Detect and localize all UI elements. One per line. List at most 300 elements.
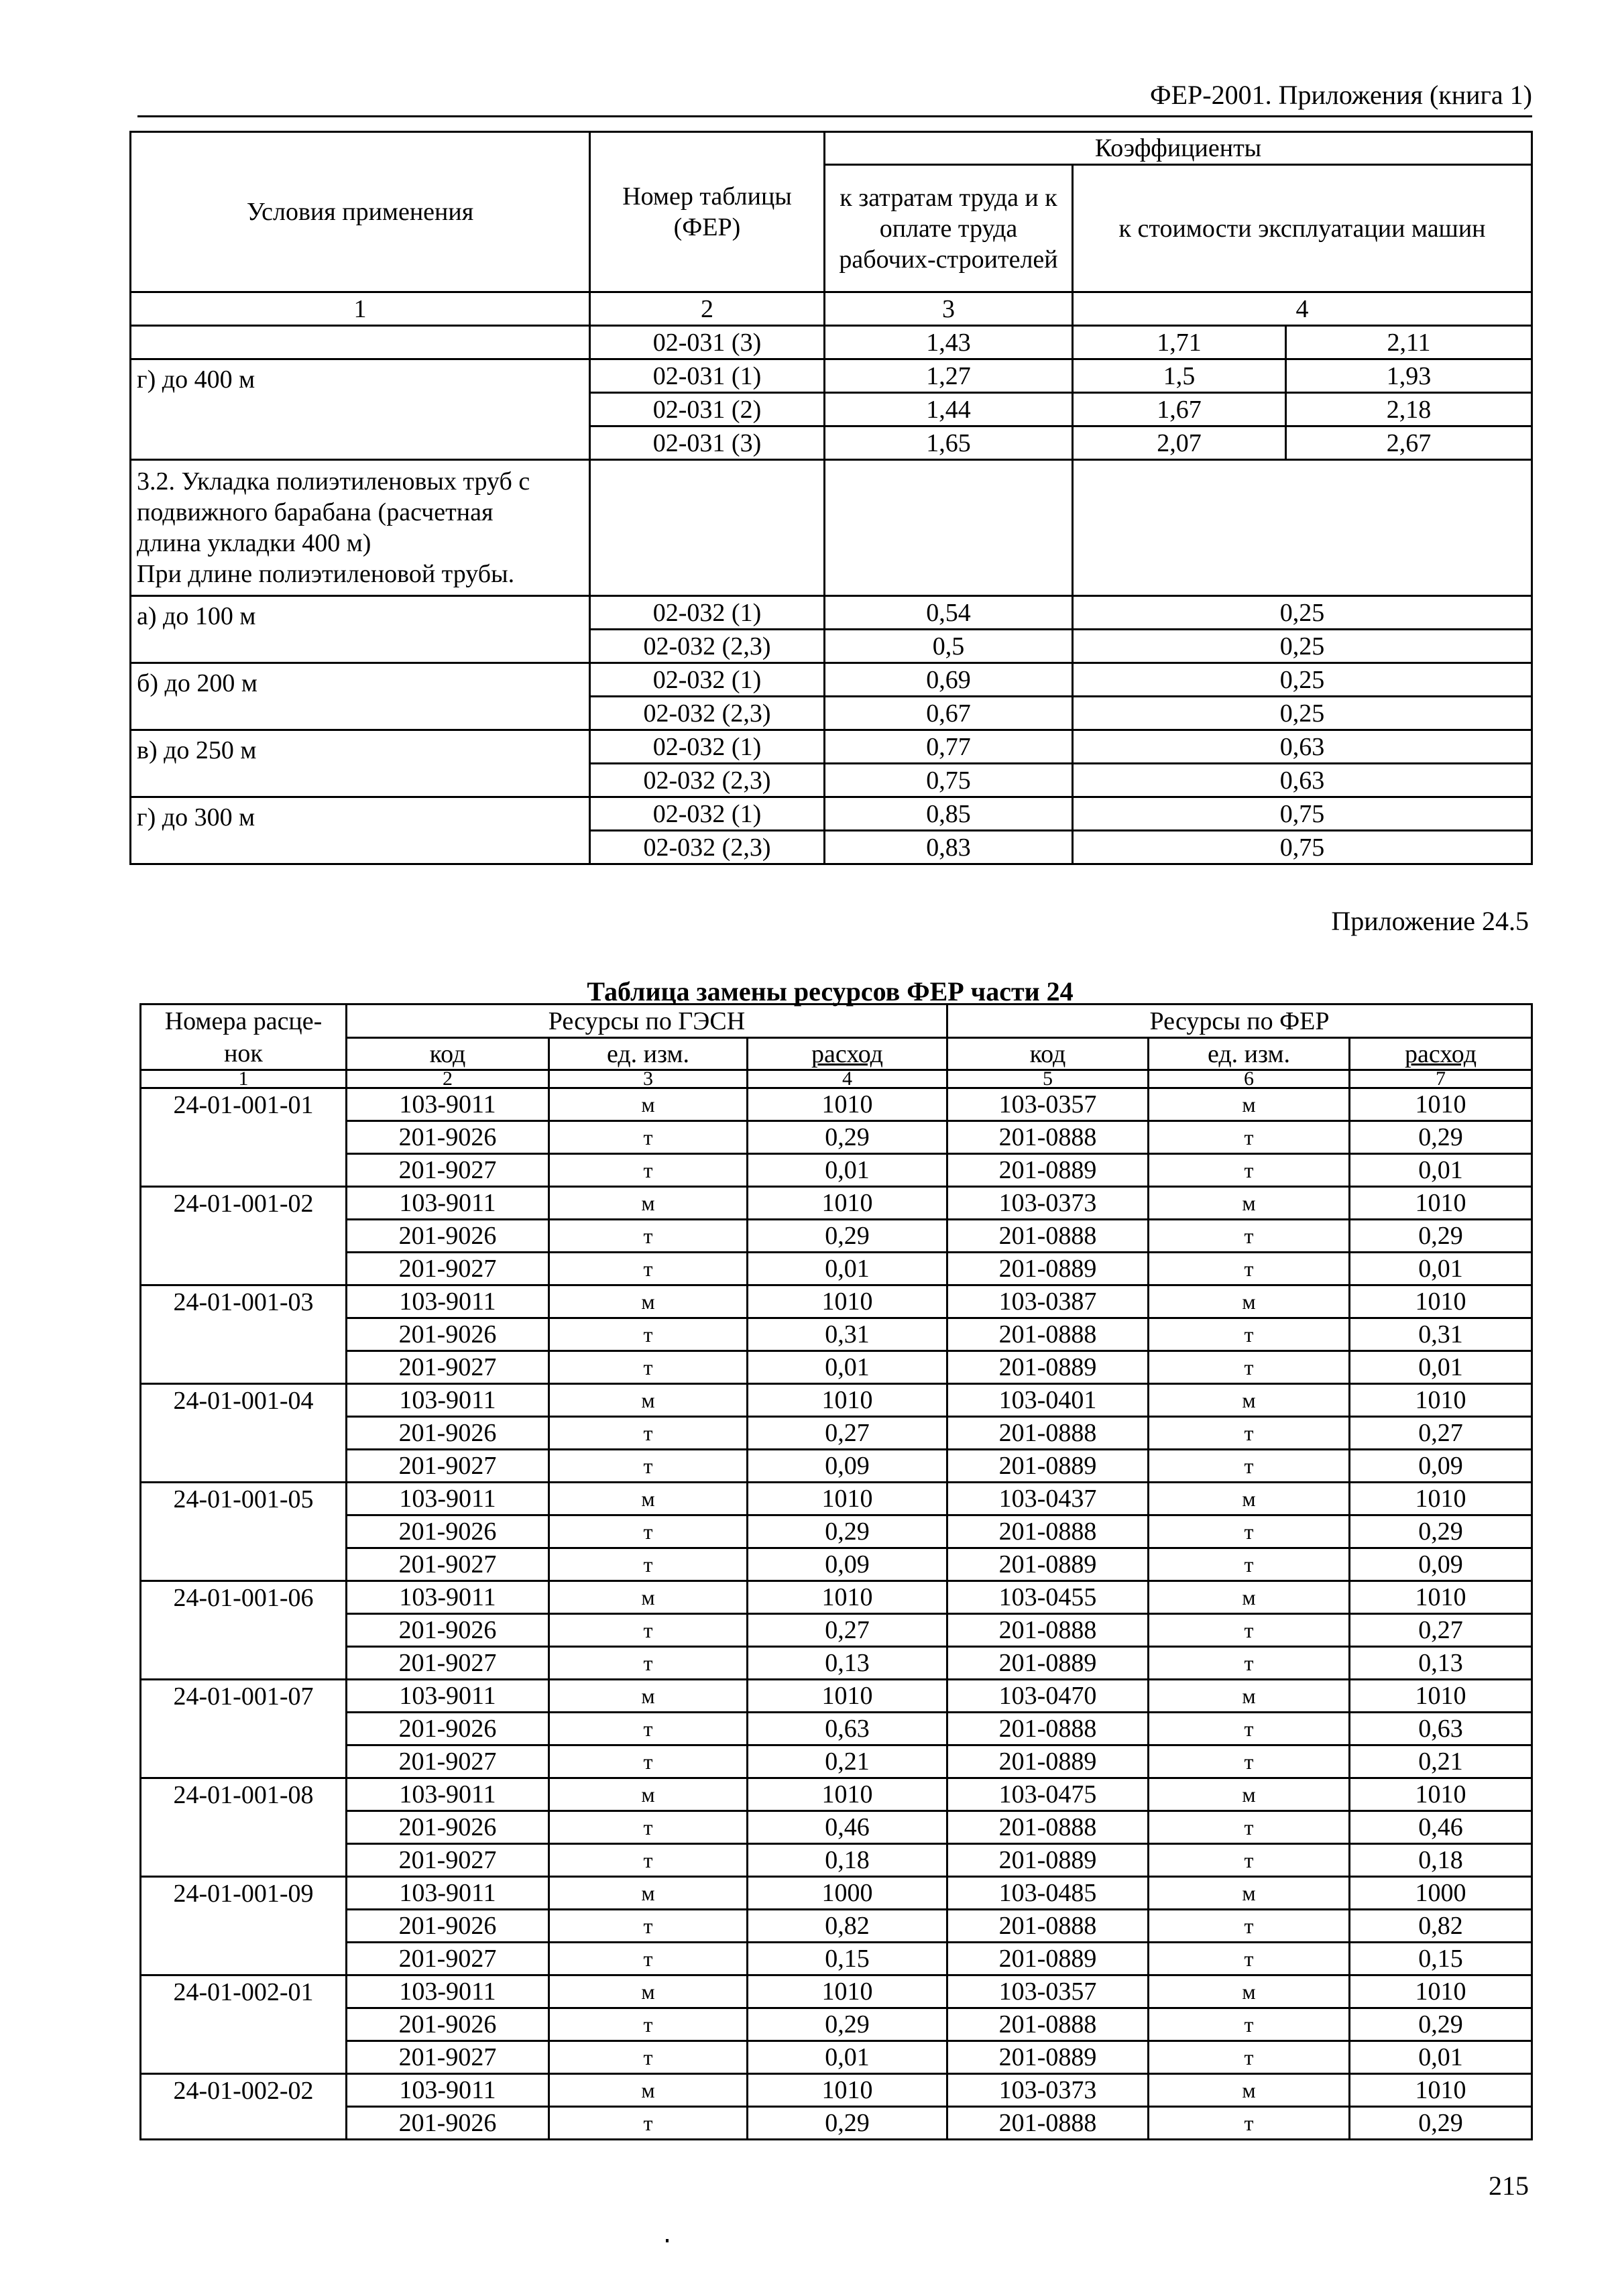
gesn-consumption-cell: 0,27 xyxy=(748,1614,947,1647)
fer-unit-cell: т xyxy=(1149,1647,1350,1680)
gesn-consumption-cell: 1010 xyxy=(748,1581,947,1614)
column-number: 6 xyxy=(1149,1070,1350,1088)
fer-code-cell: 201-0888 xyxy=(947,1417,1149,1450)
gesn-unit-cell: т xyxy=(549,1910,748,1943)
gesn-unit-cell: т xyxy=(549,1450,748,1483)
gesn-consumption-cell: 0,29 xyxy=(748,2008,947,2041)
fer-code-cell: 201-0888 xyxy=(947,1713,1149,1745)
table-row xyxy=(141,1384,1532,1417)
fer-code-cell: 201-0889 xyxy=(947,1450,1149,1483)
gesn-code-cell: 103-9011 xyxy=(347,1877,549,1910)
gesn-consumption-cell: 0,15 xyxy=(748,1943,947,1975)
fer-consumption-cell: 1010 xyxy=(1350,1975,1532,2008)
labor-coef-cell: 0,83 xyxy=(825,831,1073,864)
table-number-cell: 02-032 (1) xyxy=(590,663,825,697)
table-row xyxy=(141,1351,1532,1384)
fer-consumption-cell: 1010 xyxy=(1350,1680,1532,1713)
rate-number-cell: 24-01-001-08 xyxy=(141,1778,347,1877)
table-row xyxy=(141,1778,1532,1811)
fer-unit-cell: т xyxy=(1149,2008,1350,2041)
gesn-code-cell: 201-9026 xyxy=(347,2008,549,2041)
table-row xyxy=(141,1220,1532,1253)
gesn-code-cell: 201-9026 xyxy=(347,1318,549,1351)
gesn-unit-cell: м xyxy=(549,1483,748,1515)
fer-unit-cell: т xyxy=(1149,1154,1350,1187)
table-row xyxy=(131,730,1532,764)
fer-consumption-cell: 1010 xyxy=(1350,1483,1532,1515)
labor-coef-cell: 1,65 xyxy=(825,426,1073,460)
header-rate-numbers-line2: нок xyxy=(141,1038,347,1070)
column-number: 2 xyxy=(347,1070,549,1088)
fer-consumption-cell: 0,09 xyxy=(1350,1548,1532,1581)
column-number: 5 xyxy=(947,1070,1149,1088)
fer-consumption-cell: 0,01 xyxy=(1350,1351,1532,1384)
rate-number-cell: 24-01-001-04 xyxy=(141,1384,347,1483)
fer-consumption-cell: 0,01 xyxy=(1350,2041,1532,2074)
machine-coef-a-cell: 1,5 xyxy=(1073,359,1286,393)
gesn-consumption-cell: 0,13 xyxy=(748,1647,947,1680)
header-gesn-resources: Ресурсы по ГЭСН xyxy=(347,1005,947,1038)
gesn-consumption-cell: 0,01 xyxy=(748,1253,947,1285)
gesn-code-cell: 201-9026 xyxy=(347,1713,549,1745)
gesn-code-cell: 201-9026 xyxy=(347,2107,549,2140)
gesn-unit-cell: м xyxy=(549,1088,748,1121)
fer-code-cell: 201-0888 xyxy=(947,1318,1149,1351)
table-row xyxy=(141,1483,1532,1515)
fer-code-cell: 201-0889 xyxy=(947,1647,1149,1680)
fer-code-cell: 201-0889 xyxy=(947,1351,1149,1384)
column-number: 2 xyxy=(590,292,825,326)
gesn-code-cell: 201-9026 xyxy=(347,1417,549,1450)
fer-consumption-cell: 1010 xyxy=(1350,1384,1532,1417)
gesn-unit-cell: м xyxy=(549,1680,748,1713)
gesn-unit-cell: м xyxy=(549,2074,748,2107)
machine-coef-b-cell: 2,11 xyxy=(1286,326,1532,359)
gesn-consumption-cell: 0,01 xyxy=(748,1154,947,1187)
header-labor: к затратам труда и к оплате труда рабочих-строителей xyxy=(825,165,1073,292)
gesn-unit-cell: т xyxy=(549,1515,748,1548)
table-row xyxy=(141,1121,1532,1154)
labor-coef-cell: 0,54 xyxy=(825,596,1073,630)
fer-code-cell: 103-0475 xyxy=(947,1778,1149,1811)
gesn-code-cell: 103-9011 xyxy=(347,1088,549,1121)
gesn-consumption-cell: 0,01 xyxy=(748,1351,947,1384)
rate-number-cell: 24-01-002-02 xyxy=(141,2074,347,2140)
gesn-consumption-cell: 0,01 xyxy=(748,2041,947,2074)
header-conditions: Условия применения xyxy=(131,132,590,292)
gesn-consumption-cell: 1010 xyxy=(748,1384,947,1417)
table-row xyxy=(141,1647,1532,1680)
rate-number-cell: 24-01-001-05 xyxy=(141,1483,347,1581)
fer-unit-cell: м xyxy=(1149,2074,1350,2107)
table-number-cell: 02-031 (1) xyxy=(590,359,825,393)
table-row xyxy=(131,596,1532,630)
gesn-code-cell: 201-9027 xyxy=(347,1351,549,1384)
fer-consumption-cell: 1010 xyxy=(1350,2074,1532,2107)
table-row xyxy=(141,1318,1532,1351)
rate-number-cell: 24-01-001-01 xyxy=(141,1088,347,1187)
fer-consumption-cell: 1010 xyxy=(1350,1187,1532,1220)
table-row xyxy=(141,2008,1532,2041)
machine-coef-cell: 0,25 xyxy=(1073,630,1532,663)
gesn-consumption-cell: 0,29 xyxy=(748,1121,947,1154)
table-row xyxy=(141,1253,1532,1285)
resource-replacement-table xyxy=(139,1003,1533,2140)
machine-coef-cell: 0,75 xyxy=(1073,797,1532,831)
gesn-code-cell: 103-9011 xyxy=(347,1581,549,1614)
gesn-consumption-cell: 0,09 xyxy=(748,1548,947,1581)
table-row xyxy=(141,1844,1532,1877)
fer-unit-cell: т xyxy=(1149,1121,1350,1154)
description-line: подвижного барабана (расчетная xyxy=(137,498,494,526)
fer-unit-cell: м xyxy=(1149,1778,1350,1811)
fer-consumption-cell: 1010 xyxy=(1350,1285,1532,1318)
gesn-consumption-cell: 0,29 xyxy=(748,2107,947,2140)
gesn-unit-cell: т xyxy=(549,1351,748,1384)
rate-number-cell: 24-01-001-02 xyxy=(141,1187,347,1285)
gesn-code-cell: 201-9027 xyxy=(347,1745,549,1778)
gesn-unit-cell: т xyxy=(549,1647,748,1680)
table-row xyxy=(141,1745,1532,1778)
fer-code-cell: 103-0470 xyxy=(947,1680,1149,1713)
gesn-unit-cell: м xyxy=(549,1285,748,1318)
fer-consumption-cell: 0,13 xyxy=(1350,1647,1532,1680)
table-row xyxy=(141,1088,1532,1121)
table-row xyxy=(141,2107,1532,2140)
fer-unit-cell: м xyxy=(1149,1285,1350,1318)
fer-unit-cell: м xyxy=(1149,1877,1350,1910)
fer-unit-cell: т xyxy=(1149,1253,1350,1285)
column-number: 7 xyxy=(1350,1070,1532,1088)
fer-unit-cell: м xyxy=(1149,1088,1350,1121)
gesn-unit-cell: т xyxy=(549,1548,748,1581)
gesn-code-cell: 201-9027 xyxy=(347,1154,549,1187)
machine-coef-cell: 0,63 xyxy=(1073,764,1532,797)
gesn-unit-cell: м xyxy=(549,1975,748,2008)
machine-coef-a-cell: 2,07 xyxy=(1073,426,1286,460)
header-gesn-unit: ед. изм. xyxy=(549,1038,748,1070)
fer-code-cell: 103-0485 xyxy=(947,1877,1149,1910)
fer-consumption-cell: 0,29 xyxy=(1350,1121,1532,1154)
table-row xyxy=(141,1910,1532,1943)
fer-code-cell: 201-0888 xyxy=(947,1910,1149,1943)
fer-code-cell: 201-0888 xyxy=(947,1811,1149,1844)
description-line: 3.2. Укладка полиэтиленовых труб с xyxy=(137,467,530,496)
fer-unit-cell: т xyxy=(1149,1745,1350,1778)
labor-coef-cell: 0,67 xyxy=(825,697,1073,730)
gesn-unit-cell: т xyxy=(549,1943,748,1975)
gesn-unit-cell: т xyxy=(549,1417,748,1450)
table-title: Таблица замены ресурсов ФЕР части 24 xyxy=(587,976,1074,1007)
resource-table-body xyxy=(141,1088,1532,2140)
gesn-unit-cell: т xyxy=(549,1220,748,1253)
fer-code-cell: 201-0888 xyxy=(947,1220,1149,1253)
labor-coef-cell: 1,43 xyxy=(825,326,1073,359)
rate-number-cell: 24-01-001-06 xyxy=(141,1581,347,1680)
fer-unit-cell: т xyxy=(1149,1713,1350,1745)
labor-coef-cell: 1,44 xyxy=(825,393,1073,426)
gesn-consumption-cell: 0,46 xyxy=(748,1811,947,1844)
description-line: При длине полиэтиленовой трубы. xyxy=(137,560,515,588)
condition-cell xyxy=(131,326,590,359)
fer-unit-cell: т xyxy=(1149,1614,1350,1647)
labor-coef-cell: 0,5 xyxy=(825,630,1073,663)
fer-unit-cell: т xyxy=(1149,1811,1350,1844)
table-row xyxy=(141,1943,1532,1975)
gesn-consumption-cell: 0,27 xyxy=(748,1417,947,1450)
gesn-code-cell: 103-9011 xyxy=(347,1384,549,1417)
fer-unit-cell: т xyxy=(1149,1943,1350,1975)
running-header: ФЕР-2001. Приложения (книга 1) xyxy=(137,79,1532,117)
fer-consumption-cell: 0,15 xyxy=(1350,1943,1532,1975)
gesn-code-cell: 103-9011 xyxy=(347,1778,549,1811)
fer-consumption-cell: 0,01 xyxy=(1350,1253,1532,1285)
header-fer-unit: ед. изм. xyxy=(1149,1038,1350,1070)
machine-coef-cell: 0,63 xyxy=(1073,730,1532,764)
fer-consumption-cell: 0,63 xyxy=(1350,1713,1532,1745)
table-row xyxy=(141,1975,1532,2008)
gesn-consumption-cell: 0,21 xyxy=(748,1745,947,1778)
table-row xyxy=(141,1680,1532,1713)
gesn-unit-cell: т xyxy=(549,1614,748,1647)
gesn-unit-cell: м xyxy=(549,1778,748,1811)
fer-code-cell: 201-0888 xyxy=(947,1515,1149,1548)
table-row xyxy=(141,1450,1532,1483)
machine-coef-b-cell: 2,18 xyxy=(1286,393,1532,426)
fer-code-cell: 201-0888 xyxy=(947,1121,1149,1154)
table-row xyxy=(141,1713,1532,1745)
fer-unit-cell: т xyxy=(1149,1450,1350,1483)
gesn-unit-cell: т xyxy=(549,1121,748,1154)
table-row xyxy=(141,1417,1532,1450)
machine-coef-cell: 0,25 xyxy=(1073,697,1532,730)
gesn-consumption-cell: 0,31 xyxy=(748,1318,947,1351)
condition-cell: г) до 300 м xyxy=(131,797,590,864)
gesn-unit-cell: т xyxy=(549,2008,748,2041)
gesn-code-cell: 201-9026 xyxy=(347,1614,549,1647)
table-number-cell: 02-032 (2,3) xyxy=(590,630,825,663)
table-row xyxy=(141,1548,1532,1581)
fer-unit-cell: т xyxy=(1149,1548,1350,1581)
fer-unit-cell: м xyxy=(1149,1384,1350,1417)
table-row xyxy=(141,1154,1532,1187)
table-row xyxy=(131,663,1532,697)
fer-unit-cell: т xyxy=(1149,1844,1350,1877)
labor-coef-cell: 0,69 xyxy=(825,663,1073,697)
fer-unit-cell: т xyxy=(1149,1351,1350,1384)
fer-unit-cell: м xyxy=(1149,1581,1350,1614)
gesn-code-cell: 103-9011 xyxy=(347,2074,549,2107)
empty-cell xyxy=(590,460,825,596)
rate-number-cell: 24-01-001-09 xyxy=(141,1877,347,1975)
fer-consumption-cell: 0,29 xyxy=(1350,1515,1532,1548)
fer-code-cell: 201-0889 xyxy=(947,2041,1149,2074)
fer-code-cell: 201-0889 xyxy=(947,1844,1149,1877)
column-number: 3 xyxy=(825,292,1073,326)
fer-consumption-cell: 0,18 xyxy=(1350,1844,1532,1877)
fer-code-cell: 201-0889 xyxy=(947,1548,1149,1581)
gesn-code-cell: 103-9011 xyxy=(347,1187,549,1220)
table-row xyxy=(141,1581,1532,1614)
fer-code-cell: 201-0888 xyxy=(947,2107,1149,2140)
fer-consumption-cell: 0,29 xyxy=(1350,1220,1532,1253)
rate-number-cell: 24-01-002-01 xyxy=(141,1975,347,2074)
fer-code-cell: 103-0437 xyxy=(947,1483,1149,1515)
table-row xyxy=(141,2074,1532,2107)
fer-unit-cell: м xyxy=(1149,1975,1350,2008)
gesn-consumption-cell: 0,63 xyxy=(748,1713,947,1745)
machine-coef-cell: 0,75 xyxy=(1073,831,1532,864)
page-number: 215 xyxy=(1489,2171,1529,2201)
condition-cell: в) до 250 м xyxy=(131,730,590,797)
section-3-2-description xyxy=(131,460,590,596)
gesn-unit-cell: м xyxy=(549,1877,748,1910)
gesn-unit-cell: м xyxy=(549,1581,748,1614)
gesn-consumption-cell: 0,29 xyxy=(748,1220,947,1253)
table-number-cell: 02-031 (3) xyxy=(590,426,825,460)
gesn-consumption-cell: 1010 xyxy=(748,1975,947,2008)
gesn-consumption-cell: 1010 xyxy=(748,1285,947,1318)
gesn-code-cell: 103-9011 xyxy=(347,1483,549,1515)
fer-unit-cell: т xyxy=(1149,2041,1350,2074)
gesn-code-cell: 201-9026 xyxy=(347,1121,549,1154)
header-gesn-consumption: расход xyxy=(748,1038,947,1070)
fer-unit-cell: т xyxy=(1149,1220,1350,1253)
machine-coef-b-cell: 2,67 xyxy=(1286,426,1532,460)
gesn-code-cell: 201-9026 xyxy=(347,1811,549,1844)
table-row xyxy=(131,359,1532,393)
condition-cell: г) до 400 м xyxy=(131,359,590,460)
fer-consumption-cell: 0,29 xyxy=(1350,2107,1532,2140)
table-number-cell: 02-031 (3) xyxy=(590,326,825,359)
header-table-number: Номер таблицы (ФЕР) xyxy=(590,132,825,292)
gesn-consumption-cell: 1010 xyxy=(748,1680,947,1713)
fer-consumption-cell: 0,82 xyxy=(1350,1910,1532,1943)
header-machines: к стоимости эксплуатации машин xyxy=(1073,165,1532,292)
table-row xyxy=(141,1811,1532,1844)
fer-unit-cell: т xyxy=(1149,2107,1350,2140)
table-row xyxy=(141,1877,1532,1910)
condition-cell: б) до 200 м xyxy=(131,663,590,730)
gesn-consumption-cell: 1010 xyxy=(748,1778,947,1811)
scan-speck xyxy=(666,2239,669,2242)
gesn-code-cell: 103-9011 xyxy=(347,1680,549,1713)
header-fer-code: код xyxy=(947,1038,1149,1070)
table-row xyxy=(141,2041,1532,2074)
fer-consumption-cell: 1000 xyxy=(1350,1877,1532,1910)
fer-code-cell: 201-0889 xyxy=(947,1154,1149,1187)
fer-consumption-cell: 1010 xyxy=(1350,1778,1532,1811)
table-row xyxy=(141,1285,1532,1318)
table-number-cell: 02-032 (1) xyxy=(590,596,825,630)
gesn-unit-cell: м xyxy=(549,1384,748,1417)
fer-code-cell: 103-0373 xyxy=(947,2074,1149,2107)
gesn-code-cell: 201-9026 xyxy=(347,1515,549,1548)
table-number-cell: 02-032 (1) xyxy=(590,797,825,831)
header-fer-resources: Ресурсы по ФЕР xyxy=(947,1005,1532,1038)
gesn-consumption-cell: 1010 xyxy=(748,1187,947,1220)
gesn-consumption-cell: 1010 xyxy=(748,2074,947,2107)
column-number: 3 xyxy=(549,1070,748,1088)
fer-code-cell: 201-0889 xyxy=(947,1745,1149,1778)
fer-unit-cell: т xyxy=(1149,1515,1350,1548)
column-number: 4 xyxy=(748,1070,947,1088)
gesn-unit-cell: т xyxy=(549,1811,748,1844)
gesn-consumption-cell: 0,09 xyxy=(748,1450,947,1483)
gesn-consumption-cell: 0,29 xyxy=(748,1515,947,1548)
gesn-code-cell: 201-9027 xyxy=(347,1548,549,1581)
gesn-code-cell: 201-9026 xyxy=(347,1220,549,1253)
table-row xyxy=(141,1187,1532,1220)
fer-code-cell: 103-0373 xyxy=(947,1187,1149,1220)
condition-cell: а) до 100 м xyxy=(131,596,590,663)
machine-coef-a-cell: 1,67 xyxy=(1073,393,1286,426)
gesn-consumption-cell: 1000 xyxy=(748,1877,947,1910)
gesn-code-cell: 201-9027 xyxy=(347,1647,549,1680)
fer-unit-cell: м xyxy=(1149,1187,1350,1220)
fer-consumption-cell: 0,46 xyxy=(1350,1811,1532,1844)
gesn-code-cell: 201-9027 xyxy=(347,1844,549,1877)
column-number: 1 xyxy=(141,1070,347,1088)
gesn-unit-cell: т xyxy=(549,1253,748,1285)
empty-cell xyxy=(825,460,1073,596)
gesn-unit-cell: т xyxy=(549,1713,748,1745)
fer-code-cell: 103-0455 xyxy=(947,1581,1149,1614)
fer-consumption-cell: 0,01 xyxy=(1350,1154,1532,1187)
labor-coef-cell: 0,77 xyxy=(825,730,1073,764)
fer-code-cell: 201-0888 xyxy=(947,1614,1149,1647)
table-number-cell: 02-032 (2,3) xyxy=(590,831,825,864)
fer-unit-cell: т xyxy=(1149,1417,1350,1450)
gesn-consumption-cell: 0,82 xyxy=(748,1910,947,1943)
rate-number-cell: 24-01-001-03 xyxy=(141,1285,347,1384)
table-number-cell: 02-032 (2,3) xyxy=(590,697,825,730)
table-row xyxy=(141,1515,1532,1548)
description-line: длина укладки 400 м) xyxy=(137,529,371,557)
fer-consumption-cell: 0,27 xyxy=(1350,1614,1532,1647)
gesn-unit-cell: т xyxy=(549,1154,748,1187)
table-row xyxy=(141,1614,1532,1647)
fer-code-cell: 103-0401 xyxy=(947,1384,1149,1417)
fer-consumption-cell: 0,31 xyxy=(1350,1318,1532,1351)
gesn-code-cell: 201-9027 xyxy=(347,1943,549,1975)
appendix-label: Приложение 24.5 xyxy=(1331,906,1529,936)
fer-code-cell: 201-0889 xyxy=(947,1943,1149,1975)
column-number: 1 xyxy=(131,292,590,326)
fer-consumption-cell: 1010 xyxy=(1350,1581,1532,1614)
gesn-unit-cell: т xyxy=(549,2041,748,2074)
machine-coef-b-cell: 1,93 xyxy=(1286,359,1532,393)
header-rate-numbers-line1: Номера расце- xyxy=(141,1005,347,1038)
fer-unit-cell: т xyxy=(1149,1910,1350,1943)
header-fer-consumption: расход xyxy=(1350,1038,1532,1070)
section-description-row xyxy=(131,460,1532,596)
gesn-code-cell: 201-9027 xyxy=(347,1450,549,1483)
gesn-consumption-cell: 1010 xyxy=(748,1483,947,1515)
machine-coef-a-cell: 1,71 xyxy=(1073,326,1286,359)
fer-consumption-cell: 1010 xyxy=(1350,1088,1532,1121)
labor-coef-cell: 1,27 xyxy=(825,359,1073,393)
gesn-code-cell: 201-9027 xyxy=(347,1253,549,1285)
labor-coef-cell: 0,85 xyxy=(825,797,1073,831)
fer-code-cell: 201-0888 xyxy=(947,2008,1149,2041)
fer-unit-cell: т xyxy=(1149,1318,1350,1351)
gesn-consumption-cell: 1010 xyxy=(748,1088,947,1121)
table-row xyxy=(131,326,1532,359)
fer-code-cell: 103-0357 xyxy=(947,1088,1149,1121)
column-number: 4 xyxy=(1073,292,1532,326)
gesn-unit-cell: т xyxy=(549,1318,748,1351)
